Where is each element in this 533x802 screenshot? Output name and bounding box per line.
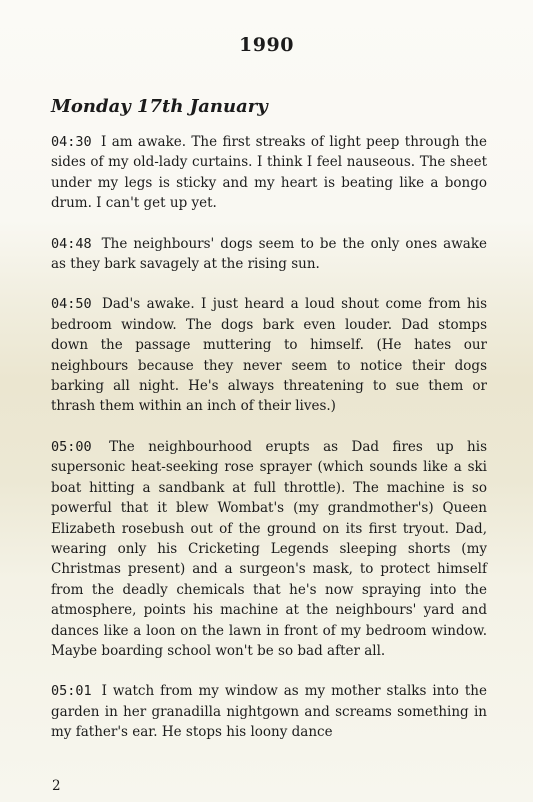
entry-timestamp: 05:00 <box>51 438 92 455</box>
diary-entry-paragraph <box>51 132 487 214</box>
page-number: 2 <box>52 778 61 794</box>
entry-text: I watch from my window as my mother stalks into the garden in her granadilla nightgown and screams something in my father's ear. He stops his loony dance <box>51 683 487 741</box>
entry-timestamp: 04:48 <box>51 235 92 252</box>
entry-text: The neighbourhood erupts as Dad fires up his supersonic heat-seeking rose sprayer (which sounds like a ski boat hitting a sandbank at full throttle). The machine is so powerful that it blew Wombat's (my grandmother's) Queen Elizabeth rosebush out of the ground on its first tryout. Dad, wearing only his Cricketing Legends sleeping shorts (my Christmas present) and a surgeon's mask, to protect himself from the deadly chemicals that he's now spraying into the atmosphere, points his machine at the neighbours' yard and dances like a loon on the lawn in front of my bedroom window. Maybe boarding school won't be so bad after all. <box>51 438 487 659</box>
entry-text: The neighbours' dogs seem to be the only ones awake as they bark savagely at the rising sun. <box>51 235 487 273</box>
entry-text: Dad's awake. I just heard a loud shout come from his bedroom window. The dogs bark even louder. Dad stomps down the passage muttering to himself. (He hates our neighbours because they never seem to notice their dogs barking all night. He's always threatening to sue them or thrash them within an inch of their lives.) <box>51 296 487 415</box>
diary-entry-paragraph <box>51 681 487 742</box>
entry-timestamp: 04:50 <box>51 296 92 313</box>
diary-entry-date: Monday 17th January <box>51 96 268 117</box>
year-heading: 1990 <box>239 34 294 56</box>
diary-entry-paragraph <box>51 437 487 661</box>
entry-text: I am awake. The first streaks of light peep through the sides of my old-lady curtains. I think I feel nauseous. The sheet under my legs is sticky and my heart is beating like a bongo drum. I can't get up yet. <box>51 134 487 212</box>
entry-timestamp: 05:01 <box>51 683 92 700</box>
entry-timestamp: 04:30 <box>51 134 92 150</box>
diary-entry-paragraph <box>51 234 487 275</box>
diary-entry-paragraph <box>51 294 487 416</box>
diary-body <box>51 132 487 763</box>
